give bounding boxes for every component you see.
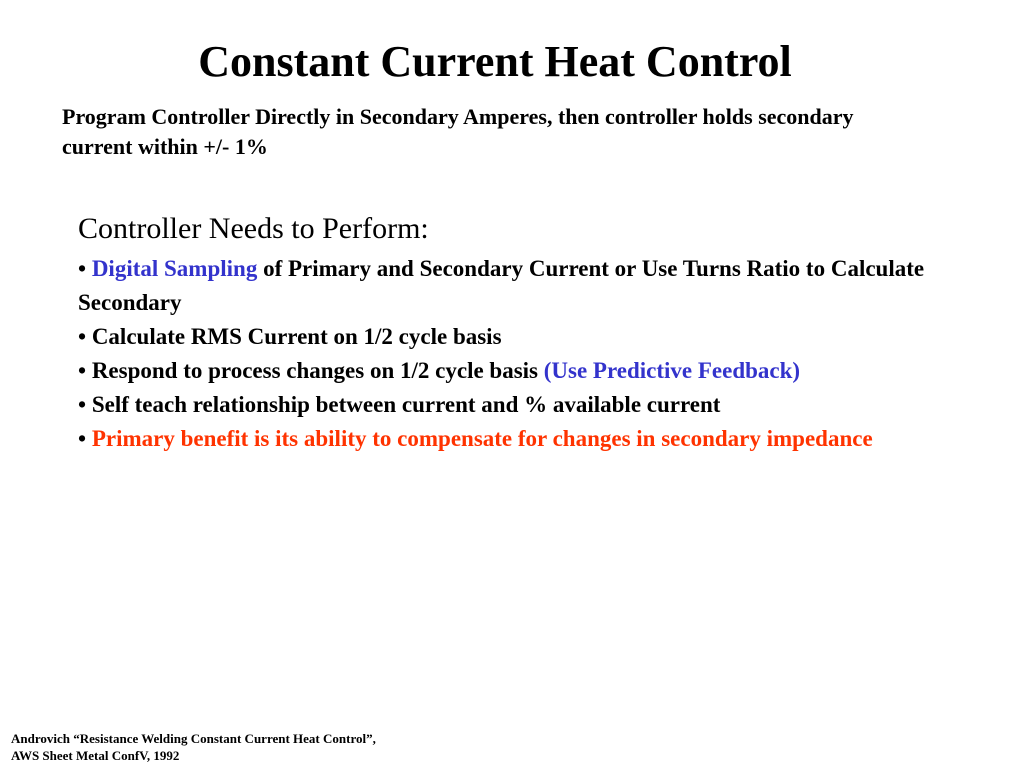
citation-line-1: Androvich “Resistance Welding Constant Current Heat Control”, [11, 731, 376, 746]
bullet-digital-sampling [78, 252, 988, 320]
bullet-dot: • [78, 256, 87, 281]
citation-line-2: AWS Sheet Metal ConfV, 1992 [11, 748, 180, 763]
bullet-text: Respond to process changes on 1/2 cycle basis [91, 358, 544, 383]
bullet-highlight: (Use Predictive Feedback) [543, 358, 801, 383]
bullet-primary-benefit [78, 422, 988, 456]
bullet-dot: • [78, 324, 87, 349]
bullet-dot: • [78, 392, 87, 417]
needs-list [78, 252, 988, 456]
bullet-rms-current [78, 320, 988, 354]
bullet-dot: • [78, 426, 87, 451]
citation [11, 730, 471, 764]
bullet-highlight: Primary benefit is its ability to compensate for changes in secondary impedance [91, 426, 873, 451]
needs-heading: Controller Needs to Perform: [78, 212, 429, 245]
bullet-dot: • [78, 358, 87, 383]
bullet-text: Calculate RMS Current on 1/2 cycle basis [91, 324, 502, 349]
bullet-text: Self teach relationship between current and % available current [91, 392, 721, 417]
bullet-self-teach [78, 388, 988, 422]
slide-subtitle: Program Controller Directly in Secondary Amperes, then controller holds secondary current within +/- 1% [62, 104, 854, 159]
controller-needs-section [78, 210, 988, 456]
bullet-highlight: Digital Sampling [91, 256, 258, 281]
slide-title: Constant Current Heat Control [198, 37, 792, 86]
bullet-respond-process [78, 354, 988, 388]
bullet-text: of Primary and Secondary Current or Use Turns Ratio to Calculate Secondary [78, 256, 925, 315]
